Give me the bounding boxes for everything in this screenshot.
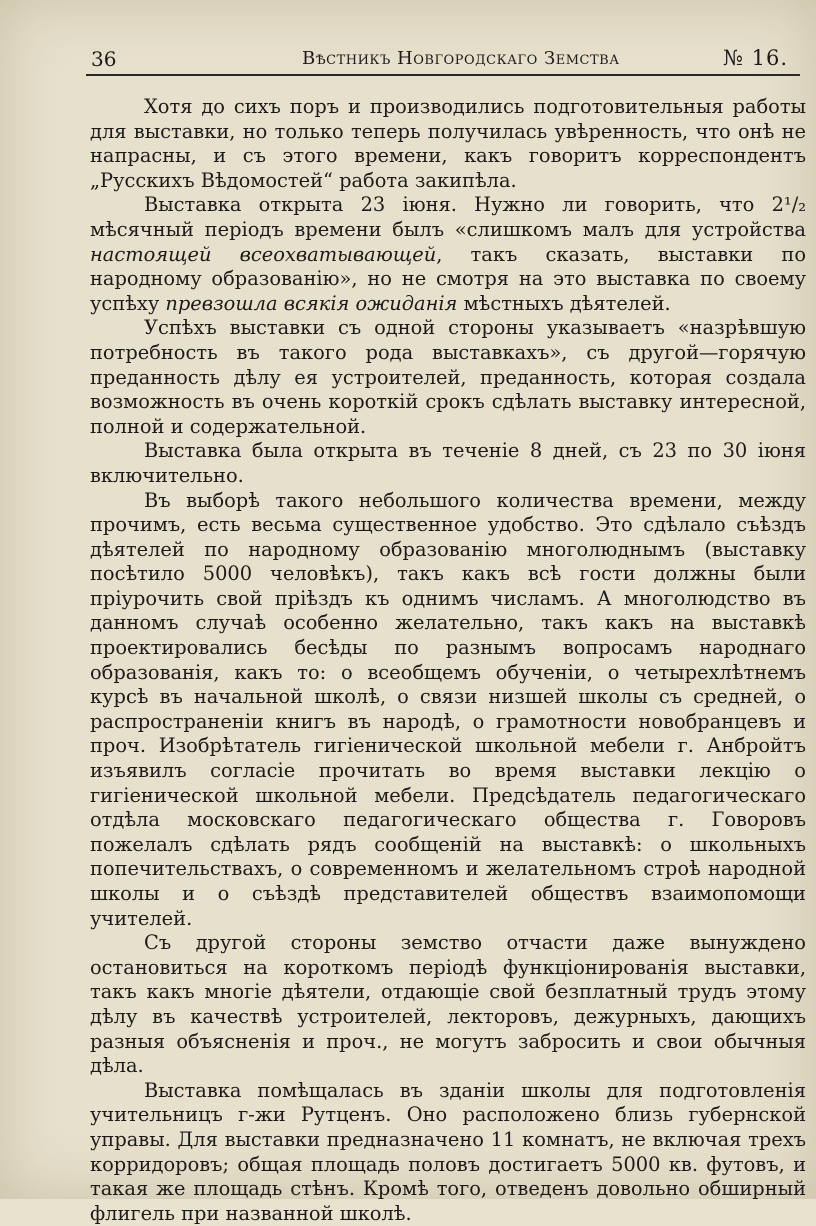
paragraph: Успѣхъ выставки съ одной стороны указываетъ «назрѣвшую потребность въ такого рода выставкахъ», съ другой—горячую преданность дѣлу ея устроителей, преданность, которая создала возможность въ очень короткій срокъ сдѣлать выставку интересной, полной и содержательной. bbox=[90, 316, 806, 438]
page-number: 36 bbox=[91, 47, 117, 71]
journal-title: Вѣстникъ Новгородскаго Земства bbox=[302, 48, 620, 69]
paragraph bbox=[90, 193, 806, 316]
paragraph: Съ другой стороны земство отчасти даже вынуждено остановиться на короткомъ періодѣ функціонированія выставки, такъ какъ многіе дѣятели, отдающіе свой безплатный трудъ этому дѣлу въ качествѣ устроителей, лекторовъ, дежурныхъ, дающихъ разныя объясненія и проч., не могутъ забросить и свои обычныя дѣла. bbox=[90, 931, 806, 1078]
paragraph-text: , такъ сказать, выставки по народному образованію», но не смотря на это выставка по своему успѣху bbox=[90, 242, 806, 315]
emphasis-text: превзошла всякія ожиданія bbox=[165, 291, 458, 315]
paragraph-text: Выставка открыта 23 іюня. Нужно ли говорить, что 2¹/₂ мѣсячный періодъ времени былъ «слишкомъ малъ для устройства bbox=[90, 193, 806, 241]
article-body bbox=[90, 95, 806, 1226]
paragraph: Выставка помѣщалась въ зданіи школы для подготовленія учительницъ г-жи Рутценъ. Оно расположено близь губернской управы. Для выставки предназначено 11 комнатъ, не включая трехъ корридоровъ; общая площадь половъ достигаетъ 5000 кв. футовъ, и такая же площадь стѣнъ. Кромѣ того, отведенъ довольно обширный флигель при названной школѣ. bbox=[90, 1078, 806, 1225]
running-header bbox=[86, 40, 800, 76]
paragraph: Хотя до сихъ поръ и производились подготовительныя работы для выставки, но только теперь получилась увѣренность, что онѣ не напрасны, и съ этого времени, какъ говоритъ корреспондентъ „Русскихъ Вѣдомостей“ работа закипѣла. bbox=[90, 95, 806, 192]
paragraph-text: мѣстныхъ дѣятелей. bbox=[457, 291, 671, 315]
paragraph: Въ выборѣ такого небольшого количества времени, между прочимъ, есть весьма существенное удобство. Это сдѣлало съѣздъ дѣятелей по народному образованію многолюднымъ (выставку посѣтило 5000 человѣкъ), такъ какъ всѣ гости должны были пріурочить свой пріѣздъ къ однимъ числамъ. А многолюдство въ данномъ случаѣ особенно желательно, такъ какъ на выставкѣ проектировались бесѣды по разнымъ вопросамъ народнаго образованія, какъ то: о всеобщемъ обученіи, о четырехлѣтнемъ курсѣ въ начальной школѣ, о связи низшей школы съ средней, о распространеніи книгъ въ народѣ, о грамотности новобранцевъ и проч. Изобрѣтатель гигіенической школьной мебели г. Анбройтъ изъявилъ согласіе прочитать во время выставки лекцію о гигіенической школьной мебели. Предсѣдатель педагогическаго отдѣла московскаго педагогическаго общества г. Говоровъ пожелалъ сдѣлать рядъ сообщеній на выставкѣ: о школьныхъ попечительствахъ, о современномъ и желательномъ строѣ народной школы и о съѣздѣ представителей обществъ взаимопомощи учителей. bbox=[90, 488, 806, 930]
issue-number: № 16. bbox=[723, 46, 788, 70]
emphasis-text: настоящей всеохватывающей bbox=[90, 242, 437, 266]
paragraph: Выставка была открыта въ теченіе 8 дней, съ 23 по 30 іюня включительно. bbox=[90, 439, 806, 487]
